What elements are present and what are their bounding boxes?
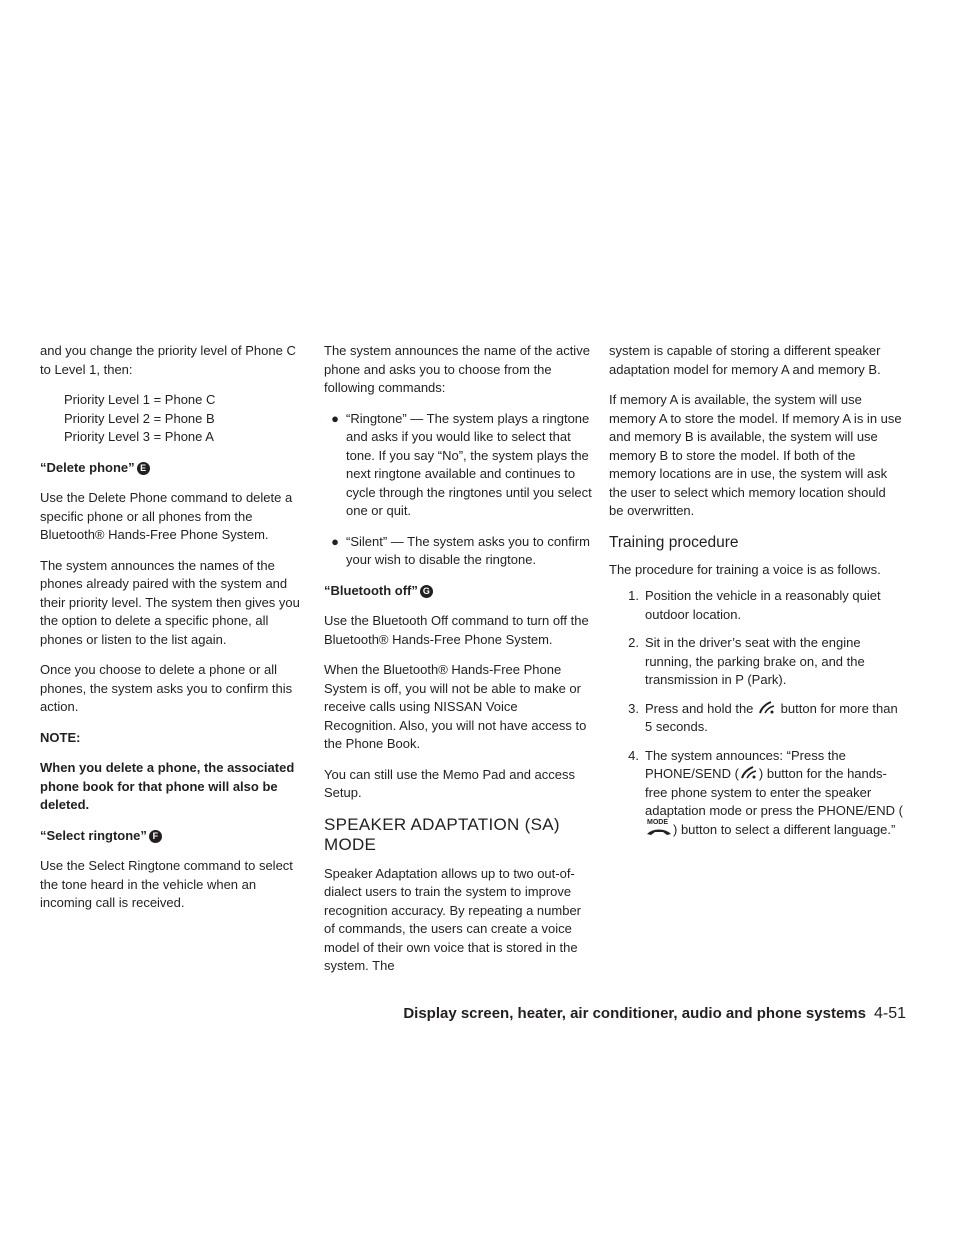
section-title: Display screen, heater, air conditioner, audio and phone systems (403, 1005, 866, 1022)
speaker-adaptation-paragraph: Speaker Adaptation allows up to two out-of-dialect users to train the system to improve recognition accuracy. By repeating a number of commands, the users can create a voice model of their own voice that is stored in the system. The (324, 865, 582, 973)
bluetooth-paragraph-2: When the Bluetooth® Hands-Free Phone System is off, you will not be able to make or receive calls using NISSAN Voice Recognition. Also, you will not have access to the Phone Book. (324, 662, 587, 751)
column-3 (609, 342, 903, 849)
step-number: 4. (628, 747, 639, 763)
delete-paragraph-1: Use the Delete Phone command to delete a specific phone or all phones from the Bluetooth® Hands-Free Phone System. (40, 490, 293, 542)
intro-paragraph: and you change the priority level of Phone C to Level 1, then: (40, 343, 296, 377)
delete-phone-label: “Delete phone” (40, 459, 135, 475)
step-number: 2. (628, 635, 639, 650)
step-3-text-b: button for more than 5 seconds. (645, 700, 898, 734)
select-ringtone-heading (40, 827, 308, 846)
priority-level-3: Priority Level 3 = Phone A (64, 429, 214, 444)
bluetooth-off-label: “Bluetooth off” (324, 582, 418, 598)
step-4-text-a: The system announces: “Press the PHONE/SEND ( (645, 747, 846, 781)
step-item (609, 700, 903, 737)
ringtone-paragraph: Use the Select Ringtone command to select the tone heard in the vehicle when an incoming call is received. (40, 858, 293, 910)
marker-g-icon: G (420, 585, 433, 598)
training-heading: Training procedure (609, 533, 739, 551)
delete-paragraph-3: Once you choose to delete a phone or all phones, the system asks you to confirm this action. (40, 662, 293, 714)
memory-paragraph-1: system is capable of storing a different speaker adaptation model for memory A and memory B. (609, 343, 881, 377)
delete-phone-heading (40, 459, 308, 478)
marker-e-icon: E (137, 462, 150, 475)
step-item (609, 634, 903, 690)
memory-paragraph-2: If memory A is available, the system will use memory A to store the model. If memory A is in use and memory B is available, the system will use memory B to store the model. If both of the memory locations are in use, the system will ask the user to select which memory location should be overwritten. (609, 392, 902, 518)
phone-end-mode-icon (645, 818, 673, 837)
bluetooth-off-heading (324, 582, 592, 601)
step-item (609, 747, 903, 840)
speaker-adaptation-heading: SPEAKER ADAPTATION (SA) MODE (324, 814, 560, 854)
step-item (609, 587, 903, 624)
note-heading: NOTE: (40, 729, 81, 745)
bullet-item (324, 533, 592, 570)
bluetooth-paragraph-3: You can still use the Memo Pad and access Setup. (324, 766, 575, 800)
bluetooth-paragraph-1: Use the Bluetooth Off command to turn off the Bluetooth® Hands-Free Phone System. (324, 613, 589, 647)
step-4-text-b: ) button for the hands-free phone system to enter the speaker adaptation mode or press the PHONE/END ( (645, 766, 903, 818)
step-number: 1. (628, 588, 639, 603)
step-3-text-a: Press and hold the (645, 700, 754, 716)
page-number: 4-51 (873, 1005, 906, 1022)
marker-f-icon: F (149, 830, 162, 843)
bullet-item (324, 410, 592, 521)
select-ringtone-label: “Select ringtone” (40, 827, 147, 843)
page-footer (400, 1005, 906, 1023)
priority-level-1: Priority Level 1 = Phone C (64, 392, 216, 407)
hang-up-icon (645, 827, 673, 837)
note-body: When you delete a phone, the associated phone book for that phone will also be deleted. (40, 760, 295, 812)
training-intro: The procedure for training a voice is as follows. (609, 561, 881, 577)
priority-list (40, 391, 308, 447)
column-1 (40, 342, 308, 925)
phone-send-icon (757, 701, 777, 715)
column-2 (324, 342, 592, 988)
phone-send-icon (739, 766, 759, 780)
step-text (645, 747, 903, 840)
step-number: 3. (628, 700, 639, 716)
step-text: Sit in the driver’s seat with the engine running, the parking brake on, and the transmission in P (Park). (645, 635, 865, 687)
priority-level-2: Priority Level 2 = Phone B (64, 410, 215, 426)
bullet-icon: ● (331, 410, 339, 426)
step-text (645, 700, 903, 737)
bullet-text: “Silent” — The system asks you to confirm your wish to disable the ringtone. (346, 533, 590, 567)
bullet-icon: ● (331, 533, 339, 549)
step-text: Position the vehicle in a reasonably quiet outdoor location. (645, 588, 881, 622)
mode-label: MODE (647, 818, 668, 826)
ringtone-intro: The system announces the name of the active phone and asks you to choose from the following commands: (324, 343, 590, 395)
delete-paragraph-2: The system announces the names of the phones already paired with the system and their priority level. The system then gives you the option to delete a specific phone, all phones or listen to the list again. (40, 557, 300, 647)
bullet-text: “Ringtone” — The system plays a ringtone and asks if you would like to select that tone. If you say “No”, the system plays the next ringtone available and continues to cycle through the ringtones until you select one or quit. (346, 410, 592, 518)
step-4-text-c: ) button to select a different language.” (673, 821, 896, 837)
